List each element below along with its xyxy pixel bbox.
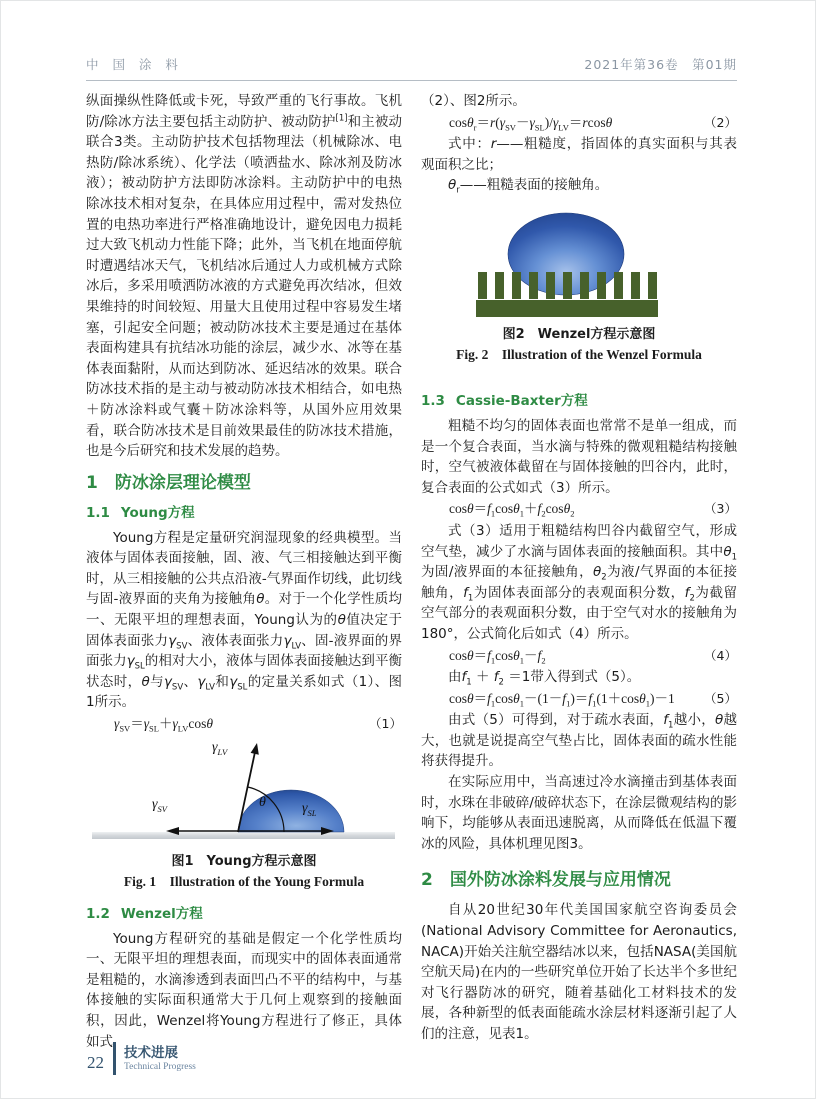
section-1-1-heading <box>86 503 402 523</box>
equation-5 <box>421 689 737 710</box>
page-number: 22 <box>87 1052 104 1072</box>
section-number: 1.1 <box>86 504 110 521</box>
equation-3-explanation: 式（3）适用于粗糙结构凹谷内截留空气，形成空气垫，减少了水滴与固体表面的接触面积。其中$\theta_1$为固/液界面的本征接触角，$\theta_2$为液/气界面的本征接触角，$f_1$为固体表面部分的表观面积分数，$f_2$为截留空气部分的表观面积分数，由于空气对水的接触角为180°，公式简化后如式（4）所示。 <box>421 522 738 642</box>
pillar <box>512 272 521 299</box>
figure-2-diagram <box>421 204 737 322</box>
gamma-sl-label: $\gamma_{SL}$ <box>302 800 317 818</box>
section-1-heading <box>86 471 402 495</box>
equation-3-body: $\cos\theta=f_1\cos\theta_1+f_2\cos\theta_2$ <box>449 501 575 520</box>
history-paragraph: 自从20世纪30年代美国国家航空咨询委员会(National Advisory Committee for Aeronautics, NACA)开始关注航空器结冰以来，包括NASA(美国航空航天局)在内的一些研究单位开始了长达半个多世纪对飞行器防冰的研究，随着基础化工材料技术的发展，各种新型的低表面能疏水涂层材料逐渐引起了人们的注意，见表1。 <box>421 902 737 1042</box>
column-name-zh: 技术进展 <box>124 1044 178 1061</box>
pillar <box>546 272 555 299</box>
equation-1 <box>86 714 402 735</box>
figure-2 <box>421 204 737 365</box>
equation-4-number: （4） <box>704 647 737 663</box>
page-footer <box>87 1042 196 1075</box>
gamma-lv-label: $\gamma_{LV}$ <box>212 739 228 757</box>
equation-2-number: （2） <box>704 114 737 130</box>
young-diagram-svg <box>86 739 402 849</box>
right-column <box>421 91 737 1045</box>
figure-1 <box>86 739 402 892</box>
equation-3 <box>421 499 737 520</box>
water-droplet <box>238 790 344 832</box>
wenzel-paragraph: Young方程研究的基础是假定一个化学性质均一、无限平坦的理想表面，而现实中的固体表面通常是粗糙的，水滴渗透到表面凹凸不平的结构中，与基体接触的实际面积通常大于几何上观察到的接触面积，因此，Wenzel将Young方程进行了修正，具体如式 <box>86 930 402 1050</box>
section-number: 2 <box>421 870 433 891</box>
surface-bar <box>92 832 395 839</box>
left-column <box>86 91 402 1052</box>
equation-3-number: （3） <box>704 501 737 517</box>
section-2-heading <box>421 868 737 892</box>
figure-2-caption-en: Fig. 2 Illustration of the Wenzel Formula <box>456 346 702 362</box>
pillar <box>478 272 487 299</box>
cassie-paragraph: 粗糙不均匀的固体表面也常常不是单一组成，而是一个复合表面，当水滴与特殊的微观粗糙结构接触时，空气被液体截留在与固体接触的凹谷内，此时，复合表面的公式如式（3）所示。 <box>421 417 737 496</box>
section-number: 1 <box>86 472 98 493</box>
pillar <box>580 272 589 299</box>
equation-4 <box>421 646 737 667</box>
section-number: 1.3 <box>421 392 445 409</box>
section-title: Wenzel方程 <box>120 905 203 922</box>
wenzel-diagram-svg <box>421 204 737 322</box>
equation-2 <box>421 113 737 134</box>
section-title: 国外防冰涂料发展与应用情况 <box>449 870 671 891</box>
gamma-lv-arrowhead <box>251 743 259 755</box>
section-1-2-heading <box>86 904 402 924</box>
figure-1-diagram <box>86 739 402 849</box>
pillar <box>597 272 606 299</box>
footer-divider <box>113 1042 116 1075</box>
equation-4-body: $\cos\theta=f_1\cos\theta_1-f_2$ <box>449 647 546 666</box>
section-title: 防冰涂层理论模型 <box>114 472 251 493</box>
equation-2-note-1: 式中：r——粗糙度，指固体的真实面积与其表观面积之比； <box>421 136 738 173</box>
section-number: 1.2 <box>86 905 110 922</box>
equation-2-body: $\cos\theta_r=r(\gamma_{SV}-\gamma_{SL})/\gamma_{LV}=rcos\theta$ <box>449 114 613 133</box>
intro-paragraph: 纵面操纵性降低或卡死，导致严重的飞行事故。飞机防/除冰方法主要包括主动防护、被动防护[1]和主被动联合3类。主动防护技术包括物理法（机械除冰、电热防/除冰系统）、化学法（喷洒盐水、除冰剂及防冰液）；被动防护方法即防冰涂料。主动防护中的电热除冰技术相对复杂，在具体应用过程中，需对发热位置的电热功率进行严格准确地设计，避免因电力损耗过大致飞机动力性能下降；此外，当飞机在地面停航时遭遇结冰天气，飞机结冰后通过人力或机械方式除冰后，多采用喷洒防冰液的方式避免再次结冰，但效果维持的时间较短、用量大且使用过程中容易发生堵塞，引起安全问题；被动防冰技术主要是通过在基体表面构建具有抗结冰功能的涂层，减少水、冰等在基体表面黏附，从而达到防冰、延迟结冰的效果。联合防冰技术指的是主动与被动防冰技术相结合，如电热＋防冰涂料或气囊＋防冰涂料等，从国外应用效果看，联合防冰技术是目前效果最佳的防冰技术措施，也是今后研究和技术发展的趋势。 <box>86 93 402 460</box>
hydrophobic-paragraph: 由式（5）可得到，对于疏水表面，$f_1$越小，θ越大，也就是说提高空气垫占比，固体表面的疏水性能将获得提升。 <box>421 712 738 770</box>
application-paragraph: 在实际应用中，当高速过冷水滴撞击到基体表面时，水珠在非破碎/破碎状态下，在涂层微观结构的影响下，均能够从表面迅速脱离，从而降低在低温下覆冰的风险，具体机理见图3。 <box>421 774 737 852</box>
pillar <box>495 272 504 299</box>
theta-label: θ <box>259 794 266 810</box>
equation-2-note-2: $\theta_r——$粗糙表面的接触角。 <box>448 177 609 197</box>
base-bar <box>476 300 658 317</box>
pillar <box>529 272 538 299</box>
equation-1-number: （1） <box>369 716 402 732</box>
pillar <box>614 272 623 299</box>
figure-2-caption-zh: 图2 Wenzel方程示意图 <box>502 326 656 342</box>
equation-5-body: $\cos\theta=f_1\cos\theta_1-(1-f_1)=f_1(1+\cos\theta_1)-1$ <box>449 690 675 709</box>
substitution-line: 由$f_1 + f_2 =1$带入得到式（5）。 <box>448 669 641 688</box>
journal-name: 中 国 涂 料 <box>86 57 183 72</box>
equation-1-body: $\gamma_{SV}=\gamma_{SL}+\gamma_{LV}\cos\theta$ <box>114 716 213 734</box>
section-1-3-heading <box>421 391 737 411</box>
gamma-sv-label: $\gamma_{SV}$ <box>152 796 167 814</box>
pillar <box>648 272 657 299</box>
figure-1-caption-zh: 图1 Young方程示意图 <box>171 853 317 869</box>
pillar <box>631 272 640 299</box>
equation-5-number: （5） <box>704 690 737 706</box>
pillars-group <box>478 272 657 299</box>
issue-info: 2021年第36卷 第01期 <box>584 57 737 72</box>
footer-column-names <box>124 1045 196 1073</box>
figure-1-caption-en: Fig. 1 Illustration of the Young Formula <box>123 873 365 889</box>
section-title: Cassie-Baxter方程 <box>455 392 588 409</box>
section-title: Young方程 <box>120 504 195 521</box>
page-header <box>86 55 737 81</box>
pillar <box>563 272 572 299</box>
column-name-en: Technical Progress <box>124 1061 196 1072</box>
continuation-line: （2）、图2所示。 <box>421 93 526 109</box>
young-paragraph: Young方程是定量研究润湿现象的经典模型。当液体与固体表面接触，固、液、气三相接触达到平衡时，从三相接触的公共点沿液-气界面作切线，此切线与固-液界面的夹角为接触角θ。对于一个化学性质均一、无限平坦的理想表面，Young认为的θ值决定于固体表面张力$\gamma_{SV}$、液体表面张力$\gamma_{LV}$、固-液界面的界面张力$\gamma_{SL}$的相对大小，液体与固体表面接触达到平衡状态时，θ与$\gamma_{SV}$、$\gamma_{LV}$和$\gamma_{SL}$的定量关系如式（1）、图1所示。 <box>86 529 403 711</box>
